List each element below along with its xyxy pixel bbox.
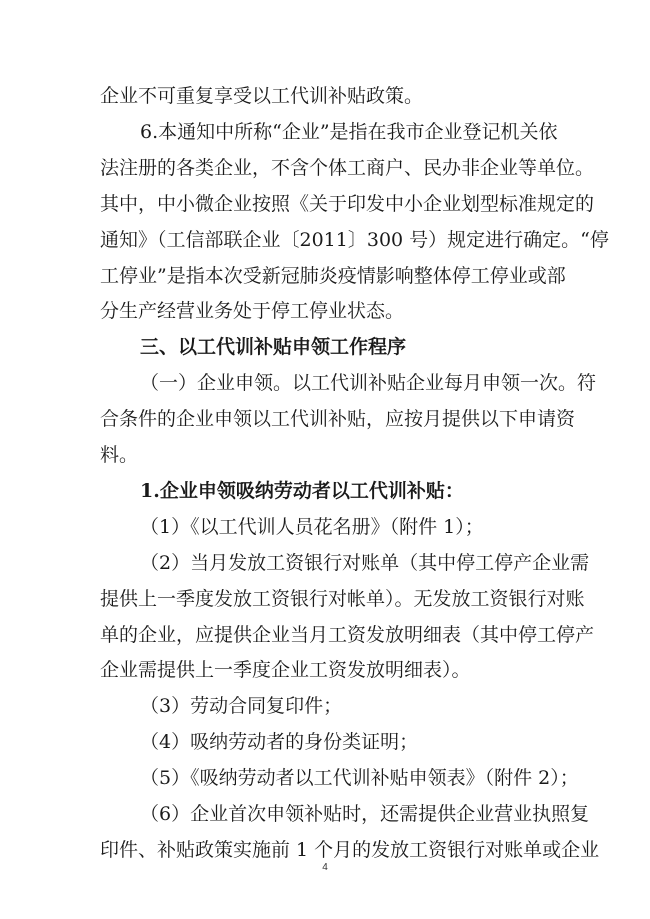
- text-line: 料。: [100, 444, 139, 466]
- text-line: 通知》（工信部联企业〔2011〕300 号）规定进行确定。“停: [100, 229, 609, 251]
- text-line: 法注册的各类企业，不含个体工商户、民办非企业等单位。: [100, 157, 595, 179]
- text-line: 提供上一季度发放工资银行对帐单）。无发放工资银行对账: [100, 588, 585, 610]
- text-line: 单的企业，应提供企业当月工资发放明细表（其中停工停产: [100, 624, 595, 646]
- text-line: （一）企业申领。以工代训补贴企业每月申领一次。符: [140, 372, 597, 394]
- text-line: 印件、补贴政策实施前 1 个月的发放工资银行对账单或企业: [100, 839, 600, 861]
- subsection-heading: 1.企业申领吸纳劳动者以工代训补贴：: [140, 480, 464, 502]
- text-line: 工停业”是指本次受新冠肺炎疫情影响整体停工停业或部: [100, 265, 566, 287]
- text-line: 6.本通知中所称“企业”是指在我市企业登记机关依: [140, 121, 558, 143]
- text-line: 分生产经营业务处于停工停业状态。: [100, 300, 405, 322]
- list-item: （2）当月发放工资银行对账单（其中停工停产企业需: [140, 552, 590, 574]
- list-item: （3）劳动合同复印件；: [140, 695, 343, 717]
- list-item: （6）企业首次申领补贴时，还需提供企业营业执照复: [140, 803, 590, 825]
- list-item: （5）《吸纳劳动者以工代训补贴申领表》（附件 2）；: [140, 767, 579, 789]
- text-line: 企业需提供上一季度企业工资发放明细表）。: [100, 659, 471, 681]
- list-item: （1）《以工代训人员花名册》（附件 1）；: [140, 516, 484, 538]
- page-number: 4: [322, 862, 328, 873]
- section-heading: 三、以工代训补贴申领工作程序: [140, 336, 407, 358]
- text-line: 企业不可重复享受以工代训补贴政策。: [100, 85, 424, 107]
- text-line: 其中，中小微企业按照《关于印发中小企业划型标准规定的: [100, 193, 595, 215]
- text-line: 合条件的企业申领以工代训补贴，应按月提供以下申请资: [100, 408, 576, 430]
- list-item: （4）吸纳劳动者的身份类证明；: [140, 731, 419, 753]
